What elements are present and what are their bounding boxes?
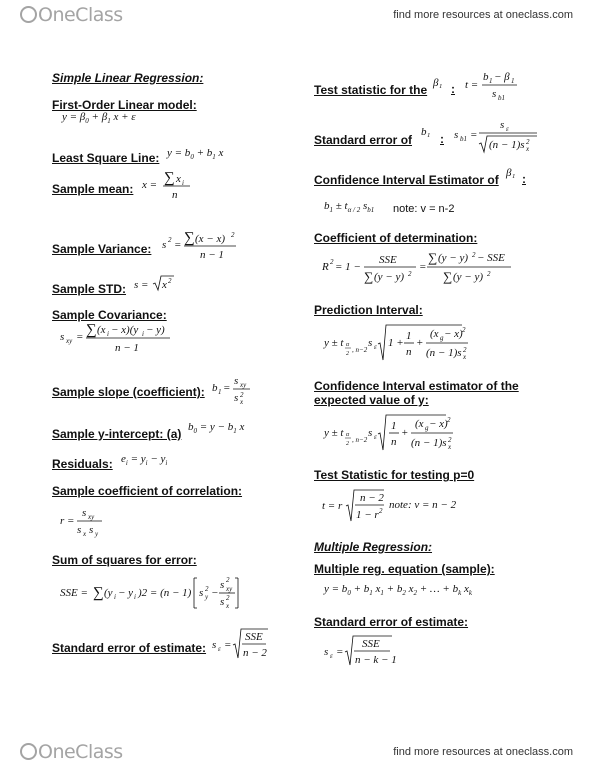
svg-text:(y − y): (y − y) [453, 271, 484, 283]
svg-text:n: n [391, 436, 397, 448]
svg-text:(n − 1)s: (n − 1)s [426, 347, 462, 359]
svg-text:2: 2 [240, 391, 244, 399]
svg-text:− β: − β [494, 71, 510, 83]
svg-text:s =: s = [134, 279, 149, 291]
formula-multiple-reg-equation: $y = b_0 + b_1$ $x_1 + b_2$ $x_2$ + … + $b_k$ $x_k$ [324, 583, 472, 598]
svg-text:xy: xy [88, 513, 95, 521]
svg-text:n − 1: n − 1 [200, 249, 224, 261]
svg-text:∑: ∑ [184, 230, 195, 246]
svg-text:α: α [346, 342, 350, 348]
oneclass-logo-icon [20, 743, 37, 760]
svg-text:b1: b1 [460, 135, 467, 143]
svg-text:y ± t: y ± t [324, 337, 344, 349]
svg-text:s: s [368, 427, 373, 439]
formula-sse [60, 572, 240, 616]
label-sample-variance: Sample Variance: [52, 242, 152, 256]
svg-text:2: 2 [526, 138, 530, 146]
label-sample-covariance: Sample Covariance: [52, 308, 167, 322]
svg-text:=: = [224, 639, 232, 651]
label-sample-mean: Sample mean: [52, 182, 134, 196]
svg-text:s: s [492, 88, 497, 100]
label-standard-error-estimate-multiple: Standard error of estimate: [314, 615, 469, 629]
svg-text:s: s [234, 375, 239, 387]
svg-text:(n − 1)s: (n − 1)s [489, 139, 525, 151]
oneclass-logo-icon [20, 6, 37, 23]
svg-text:1 − r: 1 − r [356, 509, 379, 521]
svg-text:1: 1 [218, 388, 222, 396]
note-ci-beta1: note: v = n-2 [393, 203, 455, 215]
svg-text:s: s [220, 596, 225, 608]
svg-text:SSE: SSE [362, 638, 380, 650]
svg-text:s: s [199, 587, 204, 599]
svg-text:=: = [174, 239, 182, 251]
svg-text:1: 1 [489, 77, 493, 85]
svg-text:i: i [142, 330, 144, 338]
label-least-square-line: Least Square Line: [52, 151, 160, 165]
svg-text:s: s [234, 392, 239, 404]
svg-text:2: 2 [447, 416, 451, 424]
svg-text:x: x [162, 279, 167, 291]
svg-text:α: α [346, 432, 350, 438]
svg-text:ε: ε [330, 652, 333, 660]
section-title-multiple-regression: Multiple Regression: [314, 540, 433, 554]
svg-text:2: 2 [408, 270, 412, 278]
label-residuals: Residuals: [52, 457, 113, 471]
header-brand-text: OneClass [38, 4, 123, 26]
svg-text:2: 2 [487, 270, 491, 278]
svg-text:x: x [176, 173, 181, 185]
svg-text:r =: r = [60, 515, 75, 527]
formula-sample-variance [160, 228, 260, 264]
svg-text:2: 2 [472, 251, 476, 259]
svg-text:s: s [324, 646, 329, 658]
svg-text:1: 1 [406, 330, 412, 342]
label-test-statistic-rho: Test Statistic for testing p=0 [314, 468, 475, 482]
svg-text:∑: ∑ [86, 322, 97, 338]
symbol-b1: b₁ [421, 126, 431, 138]
svg-text:(y: (y [104, 587, 113, 599]
svg-text:n − k − 1: n − k − 1 [355, 654, 397, 666]
svg-text:ε: ε [374, 343, 377, 351]
svg-text:x: x [240, 398, 244, 406]
formula-residuals: $e_i = y_i - y_i$ [121, 453, 168, 468]
svg-text:− x): − x) [444, 328, 463, 340]
svg-text:= 1 −: = 1 − [335, 261, 361, 273]
label-standard-error-b1: Standard error of [314, 133, 413, 147]
label-correlation: Sample coefficient of correlation: [52, 484, 243, 498]
svg-text:s: s [162, 239, 167, 251]
svg-text:y ± t: y ± t [324, 427, 344, 439]
header-tagline[interactable]: find more resources at oneclass.com [393, 9, 573, 21]
svg-text:2: 2 [346, 441, 349, 447]
svg-text:− x)(y: − x)(y [111, 324, 139, 336]
colon-ci-beta1: : [522, 172, 526, 186]
footer-brand[interactable] [20, 741, 123, 763]
formula-ci-beta1: $b_1 \pm t_{\alpha / 2}$ $s_{b1}$ [324, 200, 375, 215]
svg-text:∑: ∑ [93, 585, 104, 601]
footer-brand-text: OneClass [38, 741, 123, 763]
svg-text:, n−2: , n−2 [352, 346, 368, 354]
svg-text:s: s [77, 524, 82, 536]
colon-test-statistic: : [451, 82, 455, 96]
label-sse: Sum of squares for error: [52, 553, 197, 567]
formula-standard-error-estimate [210, 626, 270, 662]
svg-text:xy: xy [226, 585, 233, 593]
svg-text:∑: ∑ [164, 170, 175, 186]
svg-text:n − 1: n − 1 [115, 342, 139, 354]
svg-text:(y − y): (y − y) [374, 271, 405, 283]
formula-prediction-interval [322, 322, 472, 366]
svg-text:2: 2 [448, 436, 452, 444]
svg-text:− SSE: − SSE [477, 252, 505, 264]
svg-text:t = r: t = r [322, 500, 343, 512]
svg-text:SSE =: SSE = [60, 587, 88, 599]
svg-text:R: R [322, 261, 329, 273]
label-sample-slope: Sample slope (coefficient): [52, 385, 205, 399]
svg-text:SSE: SSE [379, 254, 397, 266]
svg-text:=: = [223, 382, 231, 394]
svg-text:(x: (x [430, 328, 439, 340]
svg-text:(y − y): (y − y) [438, 252, 469, 264]
svg-text:SSE: SSE [245, 631, 263, 643]
label-prediction-interval: Prediction Interval: [314, 303, 423, 317]
svg-text:∑: ∑ [364, 269, 374, 284]
svg-text:i: i [182, 179, 184, 187]
svg-text:s: s [60, 331, 65, 343]
formula-sample-std [132, 272, 192, 294]
svg-text:n − 2: n − 2 [360, 492, 384, 504]
svg-text:s: s [500, 119, 505, 131]
formula-sample-mean [140, 166, 200, 202]
label-sample-std: Sample STD: [52, 282, 127, 296]
label-first-order-model: First-Order Linear model: [52, 98, 197, 112]
svg-text:2: 2 [462, 326, 466, 334]
svg-text:2: 2 [226, 576, 230, 584]
svg-text:b: b [483, 71, 489, 83]
formula-sample-y-intercept: $b_0 = y - b_1$ x [188, 421, 245, 436]
svg-text:=: = [419, 261, 427, 273]
label-coefficient-determination: Coefficient of determination: [314, 231, 478, 245]
formula-standard-error-estimate-multiple [322, 633, 412, 669]
svg-text:2: 2 [379, 507, 383, 515]
svg-text:n: n [406, 346, 412, 358]
svg-text:xy: xy [66, 337, 73, 345]
note-test-statistic-rho: note: v = n − 2 [389, 499, 457, 511]
svg-text:1: 1 [391, 420, 397, 432]
svg-text:s: s [212, 639, 217, 651]
svg-text:x =: x = [142, 179, 158, 191]
svg-text:− x): − x) [429, 418, 448, 430]
svg-text:2: 2 [330, 258, 334, 266]
label-standard-error-estimate: Standard error of estimate: [52, 641, 207, 655]
svg-text:g: g [425, 424, 429, 432]
svg-text:g: g [440, 334, 444, 342]
svg-text:x: x [526, 145, 530, 153]
svg-text:− y): − y) [146, 324, 165, 336]
svg-text:∑: ∑ [428, 250, 438, 265]
svg-text:)2 = (n − 1): )2 = (n − 1) [138, 587, 192, 599]
svg-text:i: i [134, 593, 136, 601]
svg-text:=: = [336, 646, 344, 658]
colon-standard-error-b1: : [440, 132, 444, 146]
svg-text:n: n [172, 189, 178, 201]
label-ci-expected-y: Confidence Interval estimator of the expected value of y: [314, 379, 519, 407]
svg-text:(x: (x [97, 324, 106, 336]
svg-text:2: 2 [205, 585, 209, 593]
svg-text:2: 2 [231, 231, 235, 239]
formula-sample-slope [210, 371, 260, 407]
formula-correlation [60, 502, 120, 540]
svg-text:1: 1 [511, 77, 515, 85]
svg-text:=: = [470, 129, 478, 141]
svg-text:2: 2 [346, 351, 349, 357]
svg-text:s: s [368, 337, 373, 349]
formula-coefficient-determination [322, 246, 522, 286]
svg-text:+: + [401, 427, 409, 439]
svg-text:s: s [454, 129, 459, 141]
svg-text:−: − [211, 587, 219, 599]
symbol-beta1-test: β₁ [433, 77, 443, 89]
svg-text:∑: ∑ [443, 269, 453, 284]
svg-text:y: y [95, 530, 99, 538]
svg-text:i: i [107, 330, 109, 338]
footer-tagline[interactable]: find more resources at oneclass.com [393, 746, 573, 758]
svg-text:s: s [82, 507, 87, 519]
formula-standard-error-b1 [452, 116, 542, 156]
svg-text:xy: xy [240, 381, 247, 389]
svg-text:x: x [226, 602, 230, 610]
svg-text:1 +: 1 + [388, 337, 404, 349]
svg-text:2: 2 [463, 346, 467, 354]
svg-text:i: i [114, 593, 116, 601]
formula-test-statistic-beta1 [463, 68, 533, 102]
svg-text:s: s [220, 579, 225, 591]
svg-text:ε: ε [374, 433, 377, 441]
svg-text:n − 2: n − 2 [243, 647, 267, 659]
svg-text:2: 2 [168, 277, 172, 285]
formula-least-square-line: $y = b_0 + b_1$ x [167, 147, 224, 162]
svg-text:2: 2 [168, 236, 172, 244]
svg-text:y: y [205, 593, 209, 601]
svg-text:s: s [89, 524, 94, 536]
svg-text:x: x [448, 443, 452, 451]
formula-ci-expected-y [322, 412, 462, 456]
label-multiple-reg-equation: Multiple reg. equation (sample): [314, 562, 495, 576]
label-test-statistic-beta1: Test statistic for the [314, 83, 428, 97]
section-title-simple-linear-regression: Simple Linear Regression: [52, 71, 204, 85]
svg-text:(x: (x [415, 418, 424, 430]
svg-text:− y: − y [118, 587, 134, 599]
svg-text:+: + [416, 337, 424, 349]
svg-text:t =: t = [465, 79, 479, 91]
svg-text:x: x [463, 353, 467, 361]
header-brand[interactable] [20, 4, 123, 26]
svg-text:x: x [83, 530, 87, 538]
svg-text:(n − 1)s: (n − 1)s [411, 437, 447, 449]
label-sample-y-intercept: Sample y-intercept: (a) [52, 427, 182, 441]
svg-text:, n−2: , n−2 [352, 436, 368, 444]
symbol-beta1-ci: β₁ [506, 167, 516, 179]
formula-sample-covariance [60, 318, 200, 356]
svg-text:b1: b1 [498, 94, 505, 102]
label-ci-beta1: Confidence Interval Estimator of [314, 173, 499, 187]
svg-text:b: b [212, 382, 218, 394]
formula-first-order-model: $y = \beta_0 + \beta_1$ x + ε [62, 111, 136, 126]
svg-text:(x − x): (x − x) [195, 233, 226, 245]
svg-text:ε: ε [506, 125, 509, 133]
svg-text:ε: ε [218, 645, 221, 653]
svg-text:2: 2 [226, 594, 230, 602]
svg-text:=: = [76, 331, 84, 343]
